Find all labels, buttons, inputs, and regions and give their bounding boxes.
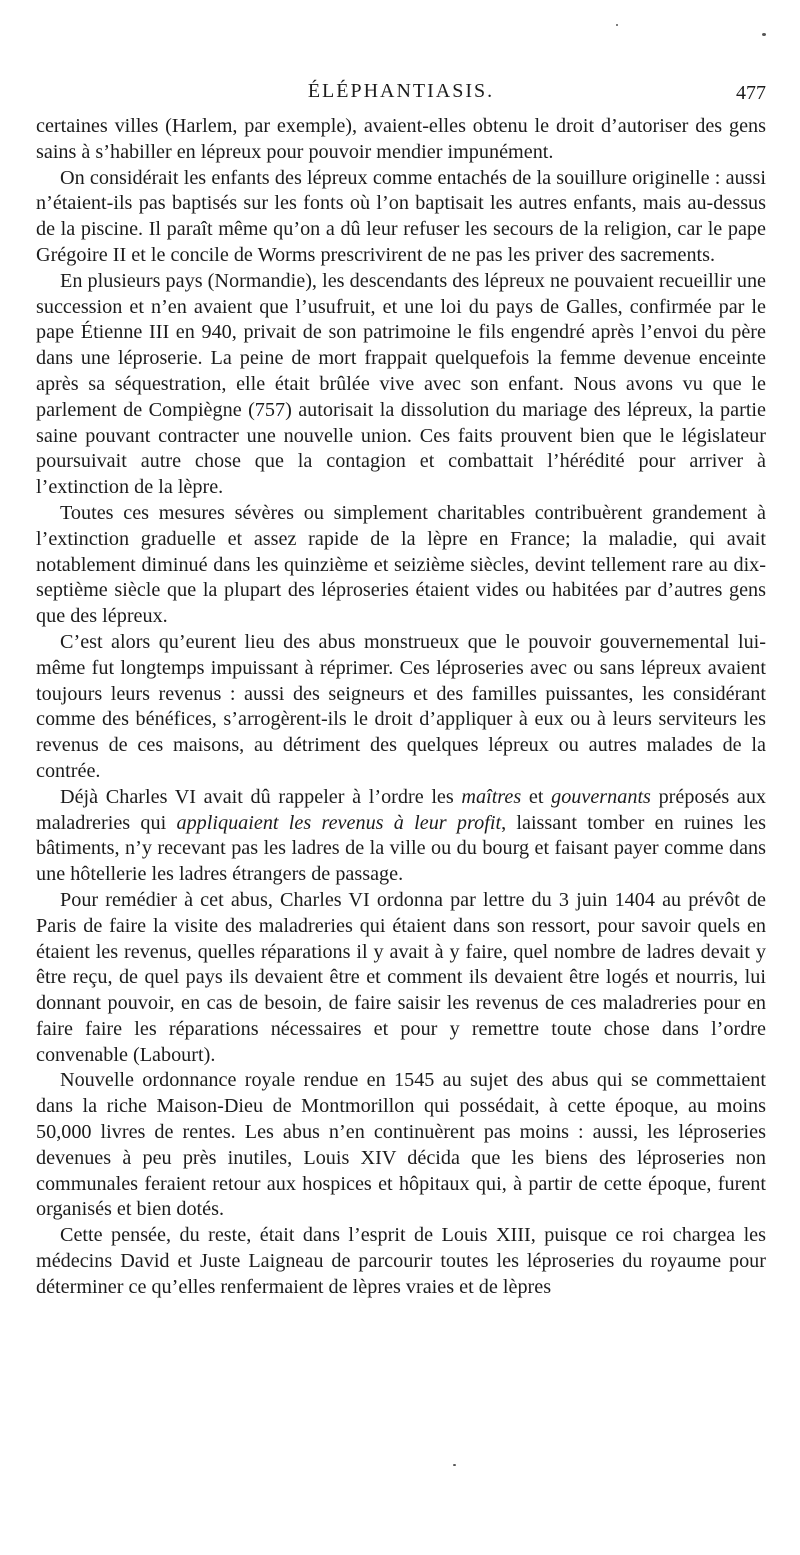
running-title: ÉLÉPHANTIASIS. (307, 80, 495, 102)
page-number: 477 (736, 82, 766, 104)
paragraph-2: On considérait les enfants des lépreux comme entachés de la souillure originelle : aussi n’étaient-ils pas baptisés sur les fonts où l’on baptisait les autres enfants, mais au-dessus de la piscine. Il paraît même qu’on a dû leur refuser les secours de la religion, car le pape Grégoire II et le concile de Worms prescrivirent de ne pas les priver des sacrements. (36, 166, 766, 266)
paragraph-6-text-a: Déjà Charles VI avait dû rappeler à l’ordre les (60, 785, 462, 808)
italic-quote: appliquaient les revenus à leur profit (176, 811, 502, 834)
paragraph-6-text-c: préposés aux maladreries qui (36, 785, 767, 834)
scan-speck (616, 24, 618, 26)
italic-gouvernants: gouvernants (551, 785, 651, 808)
page-header (36, 80, 766, 110)
paragraph-6-text-b: et (521, 785, 552, 808)
paragraph-1: certaines villes (Harlem, par exemple), avaient-elles obtenu le droit d’autoriser des gens sains à s’habiller en lépreux pour pouvoir mendier impunément. (36, 115, 766, 163)
paragraph-8: Nouvelle ordonnance royale rendue en 1545 au sujet des abus qui se commettaient dans la riche Maison-Dieu de Montmorillon qui possédait, à cette époque, au moins 50,000 livres de rentes. Les abus n’en continuèrent pas moins : aussi, les léproseries devenues à peu près inutiles, Louis XIV décida que les biens des léproseries non communales feraient retour aux hospices et hôpitaux qui, à partir de cette époque, furent organisés et bien dotés. (36, 1069, 766, 1221)
body-text (36, 114, 766, 1301)
scan-speck (453, 1464, 456, 1466)
scan-speck (762, 33, 766, 36)
paragraph-3: En plusieurs pays (Normandie), les descendants des lépreux ne pouvaient recueillir une succession et n’en avaient que l’usufruit, et une loi du pays de Galles, confirmée par le pape Étienne III en 940, privait de son patrimoine le fils engendré après l’envoi du père dans une léproserie. La peine de mort frappait quelquefois la femme devenue enceinte après sa séquestration, elle était brûlée vive avec son enfant. Nous avons vu que le parlement de Compiègne (757) autorisait la dissolution du mariage des lépreux, la partie saine pouvant contracter une nouvelle union. Ces faits prouvent bien que le législateur poursuivait autre chose que la contagion et combattait l’hérédité pour arriver à l’extinction de la lèpre. (36, 269, 766, 499)
paragraph-5: C’est alors qu’eurent lieu des abus monstrueux que le pouvoir gouvernemental lui-même fut longtemps impuissant à réprimer. Ces léproseries avec ou sans lépreux avaient toujours leurs revenus : aussi des seigneurs et des familles puissantes, les considérant comme des bénéfices, s’arrogèrent-ils le droit d’appliquer à eux ou à leurs serviteurs les revenus de ces maisons, au détriment des quelques lépreux ou autres malades de la contrée. (36, 630, 766, 782)
italic-maitres: maîtres (461, 785, 522, 808)
paragraph-4: Toutes ces mesures sévères ou simplement charitables contribuèrent grandement à l’extinction graduelle et assez rapide de la lèpre en France; la maladie, qui avait notablement diminué dans les quinzième et seizième siècles, devint tellement rare au dix-septième siècle que la plupart des léproseries étaient vides ou habitées par d’autres gens que des lépreux. (36, 501, 766, 628)
paragraph-9: Cette pensée, du reste, était dans l’esprit de Louis XIII, puisque ce roi chargea les médecins David et Juste Laigneau de parcourir toutes les léproseries du royaume pour déterminer ce qu’elles renfermaient de lèpres vraies et de lèpres (36, 1224, 766, 1298)
paragraph-6 (36, 785, 766, 888)
paragraph-6-text-d: , laissant tomber en ruines les bâtiments, n’y recevant pas les ladres de la ville ou du bourg et faisant payer comme dans une hôtellerie les ladres étrangers de passage. (36, 811, 766, 886)
paragraph-7: Pour remédier à cet abus, Charles VI ordonna par lettre du 3 juin 1404 au prévôt de Paris de faire la visite des maladreries qui étaient dans son ressort, pour savoir quels en étaient les revenus, quelles réparations il y avait à y faire, quel nombre de ladres devait y être reçu, de quel pays ils devaient être et comment ils devaient être logés et nourris, lui donnant pouvoir, en cas de besoin, de faire saisir les revenus de ces maladreries pour en faire faire les réparations nécessaires et pour y remettre toute chose dans l’ordre convenable (Labourt). (36, 888, 766, 1066)
